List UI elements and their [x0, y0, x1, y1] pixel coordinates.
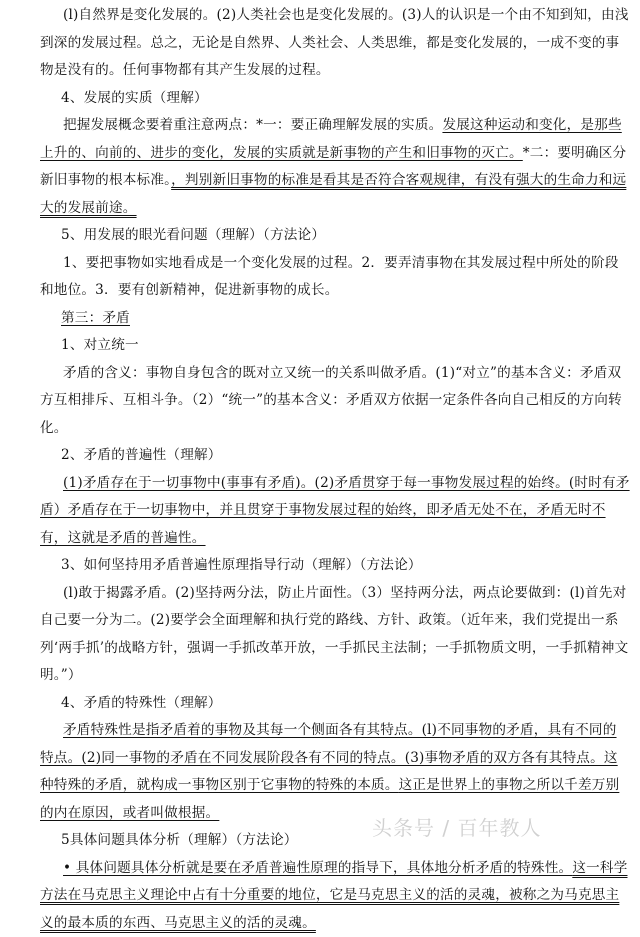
paragraph-universality: (1)矛盾存在于一切事物中(事事有矛盾)。(2)矛盾贯穿于每一事物发展过程的始终。(时时有矛盾）矛盾存在于一切事物中，并且贯穿于事物发展过程的始终，即矛盾无处不在，矛盾无时不有，这就是矛盾的普遍性。	[40, 470, 630, 553]
section-heading-contradiction: 第三：矛盾	[40, 305, 630, 333]
concrete-analysis-importance: 这一科学方法在马克思主义理论中占有十分重要的地位，它是马克思主义的活的灵魂，被称之为马克思主义的最本质的东西、马克思主义的活的灵魂。	[40, 860, 628, 931]
paragraph-concrete-analysis	[40, 855, 630, 937]
paragraph-particularity	[40, 717, 630, 827]
heading-particularity: 4、矛盾的特殊性（理解）	[40, 690, 630, 718]
particularity-definition: 矛盾特殊性是指矛盾着的事物及其每一个侧面各有其特点。(l)不同事物的矛盾，具有不同的特点。(2)同一事物的矛盾在不同发展阶段各有不同的特点。(3)事物矛盾的双方各有其特点。这种特殊的矛盾，就构成一事物区别于它事物的特殊的本质。	[40, 722, 618, 793]
essence-criterion: ，判别新旧事物的标准是看其是否符合客观规律，有没有强大的生命力和远大的发展前途。	[40, 172, 626, 216]
essence-definition: 发展这种运动和变化，是那些上升的、向前的、进步的变化，发展的实质就是新事物的产生和旧事物的灭亡。	[40, 117, 622, 161]
particularity-reason: 这正是世界上的事物之所以千差万别的内在原因，或者叫做根据。	[40, 777, 619, 821]
concrete-analysis-definition: • 具体问题具体分析就是要在矛盾普遍性原理的指导下，具体地分析矛盾的特殊性。	[63, 860, 572, 876]
heading-apply-universality: 3、如何坚持用矛盾普遍性原理指导行动（理解）（方法论）	[40, 552, 630, 580]
heading-unity-opposites: 1、对立统一	[40, 332, 630, 360]
essence-second-point: *二：要明确区分新旧事物的根本标准。	[40, 145, 626, 189]
paragraph-apply-universality: (l)敢于揭露矛盾。(2)坚持两分法，防止片面性。（3）坚持两分法，两点论要做到：(l)首先对自己要一分为二。(2)要学会全面理解和执行党的路线、方针、政策。（近年来，我们党提出一系列‘两手抓’的战略方针，强调一手抓改革开放，一手抓民主法制；一手抓物质文明，一手抓精神文明。”）	[40, 580, 630, 690]
heading-concrete-analysis: 5具体问题具体分析（理解）（方法论）	[40, 827, 630, 855]
paragraph-nature-development: (l)自然界是变化发展的。(2)人类社会也是变化发展的。(3)人的认识是一个由不知到知，由浅到深的发展过程。总之，无论是自然界、人类社会、人类思维，都是变化发展的，一成不变的事物是没有的。任何事物都有其产生发展的过程。	[40, 2, 630, 85]
heading-development-essence: 4、发展的实质（理解）	[40, 85, 630, 113]
paragraph-unity-opposites: 矛盾的含义：事物自身包含的既对立又统一的关系叫做矛盾。(1)“对立”的基本含义：矛盾双方互相排斥、互相斗争。（2）“统一”的基本含义：矛盾双方依据一定条件各向自己相反的方向转化。	[40, 360, 630, 443]
paragraph-development-view: 1、要把事物如实地看成是一个变化发展的过程。2．要弄清事物在其发展过程中所处的阶段和地位。3．要有创新精神，促进新事物的成长。	[40, 250, 630, 305]
paragraph-development-essence	[40, 112, 630, 222]
watermark: 头条号 / 百年教人	[372, 812, 541, 841]
essence-intro: 把握发展概念要着重注意两点：*一：要正确理解发展的实质。	[63, 117, 442, 133]
heading-universality: 2、矛盾的普遍性（理解）	[40, 442, 630, 470]
heading-development-view: 5、用发展的眼光看问题（理解）（方法论）	[40, 222, 630, 250]
